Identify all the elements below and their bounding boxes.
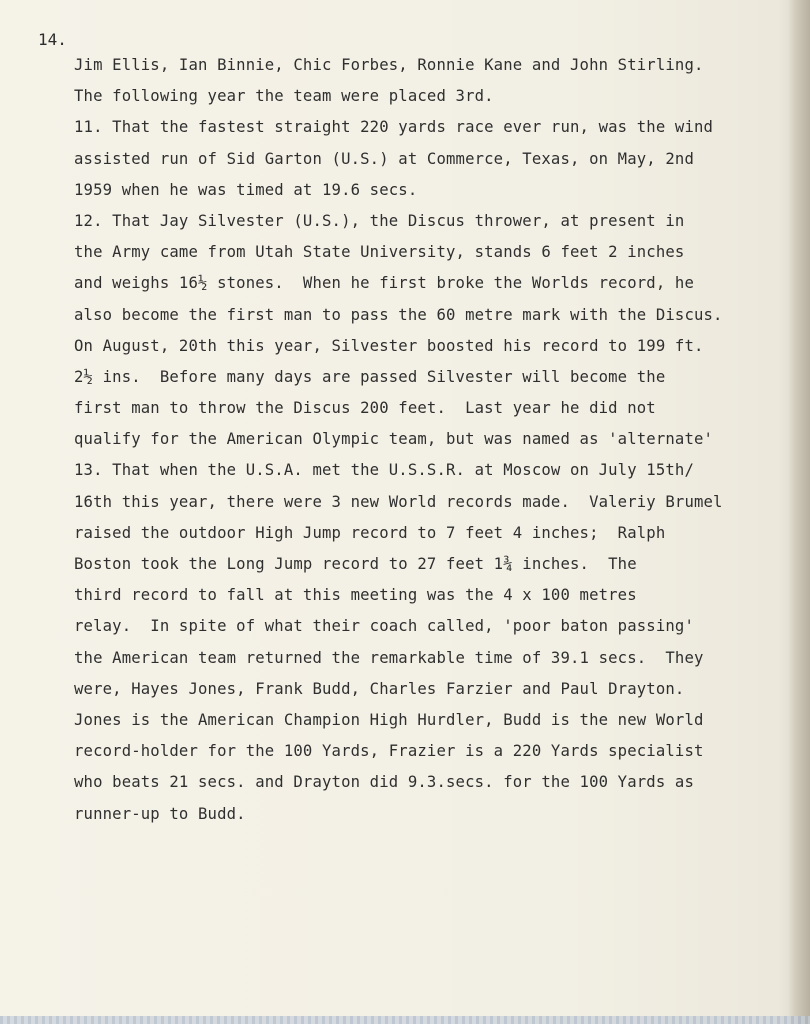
text-line: raised the outdoor High Jump record to 7 feet 4 inches; Ralph [74,523,666,542]
text-line: and weighs 16½ stones. When he first broke the Worlds record, he [74,274,694,293]
page-edge-shadow [788,0,810,1024]
text-line: Boston took the Long Jump record to 27 feet 1¾ inches. The [74,555,637,573]
text-line: relay. In spite of what their coach called, 'poor baton passing' [74,617,694,636]
text-line: On August, 20th this year, Silvester boosted his record to 199 ft. [74,336,704,355]
binding-strip [0,1016,810,1024]
text-line: 11. That the fastest straight 220 yards race ever run, was the wind [74,118,714,137]
body-text [74,50,774,830]
text-line: who beats 21 secs. and Drayton did 9.3.secs. for the 100 Yards as [74,773,694,792]
text-line: Jones is the American Champion High Hurdler, Budd is the new World [74,710,704,729]
text-line: also become the first man to pass the 60 metre mark with the Discus. [74,305,723,324]
text-line: first man to throw the Discus 200 feet. Last year he did not [74,399,656,418]
text-line: the American team returned the remarkable time of 39.1 secs. They [74,648,704,667]
text-line: record-holder for the 100 Yards, Frazier is a 220 Yards specialist [74,742,704,761]
text-line: Jim Ellis, Ian Binnie, Chic Forbes, Ronnie Kane and John Stirling. [74,56,704,74]
text-line: The following year the team were placed 3rd. [74,87,494,106]
text-line: runner-up to Budd. [74,804,246,823]
text-line: qualify for the American Olympic team, but was named as 'alternate' [74,430,714,449]
text-line: the Army came from Utah State University, stands 6 feet 2 inches [74,243,685,262]
text-line: 13. That when the U.S.A. met the U.S.S.R. at Moscow on July 15th/ [74,461,694,480]
text-line: 16th this year, there were 3 new World records made. Valeriy Brumel [74,492,723,511]
page-number: 14. [38,30,67,49]
text-line: 1959 when he was timed at 19.6 secs. [74,180,418,199]
text-line: third record to fall at this meeting was the 4 x 100 metres [74,586,637,605]
text-line: 2½ ins. Before many days are passed Silvester will become the [74,367,666,386]
text-line: were, Hayes Jones, Frank Budd, Charles Farzier and Paul Drayton. [74,679,685,698]
text-line: assisted run of Sid Garton (U.S.) at Commerce, Texas, on May, 2nd [74,149,694,168]
text-line: 12. That Jay Silvester (U.S.), the Discus thrower, at present in [74,211,685,230]
